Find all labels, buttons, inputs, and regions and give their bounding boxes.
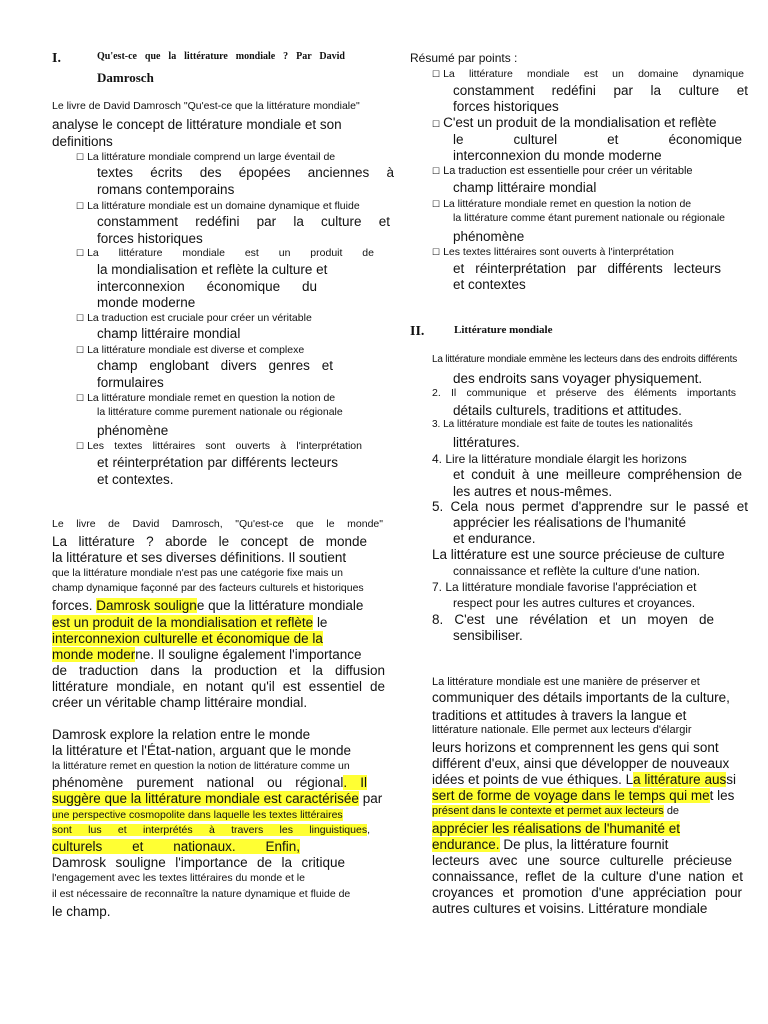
para-line: suggère que la littérature mondiale est caractérisée par — [52, 791, 383, 806]
highlight: endurance. — [432, 837, 500, 852]
para-line: littérature mondiale, en notant qu'il est essentiel de — [52, 679, 385, 694]
para-line: phénomène purement national ou régional. Il — [52, 775, 367, 790]
para-line: il est nécessaire de reconnaître la nature dynamique et fluide de — [52, 888, 351, 900]
bullet-cont: la mondialisation et reflète la culture et — [97, 262, 328, 277]
section-numeral-2: II. — [410, 324, 425, 339]
para-line: La littérature mondiale est une manière de préserver et — [432, 676, 700, 688]
list-line: et conduit à une meilleure compréhension de — [453, 467, 742, 482]
highlight: Damrosk soulign — [96, 598, 197, 613]
para-line: Damrosk explore la relation entre le monde — [52, 727, 311, 742]
list-line: sensibiliser. — [453, 628, 523, 643]
list-line: 3. La littérature mondiale est faite de toutes les nationalités — [432, 419, 693, 430]
bullet-cont: la littérature comme purement nationale ou régionale — [97, 406, 343, 418]
para-line: La littérature ? aborde le concept de monde — [52, 534, 367, 549]
intro-line: definitions — [52, 134, 113, 149]
bullet-item: ☐ La littérature mondiale comprend un large éventail de — [76, 151, 336, 163]
highlight: suggère que la littérature mondiale est caractérisée — [52, 791, 359, 806]
intro-line: Le livre de David Damrosch "Qu'est-ce que la littérature mondiale" — [52, 100, 360, 112]
checkbox-icon: ☐ — [76, 201, 85, 211]
section-heading-1-cont: Damrosch — [97, 70, 154, 85]
list-line: La littérature est une source précieuse de culture — [432, 547, 725, 562]
para-line: leurs horizons et comprennent les gens qui sont — [432, 740, 719, 755]
checkbox-icon: ☐ — [76, 152, 85, 162]
highlight: a littérature aus — [633, 772, 727, 787]
list-line: littératures. — [453, 435, 520, 450]
checkbox-icon: ☐ — [432, 69, 441, 79]
checkbox-icon: ☐ — [76, 248, 85, 258]
para-line: idées et points de vue éthiques. La littérature aussi — [432, 772, 736, 787]
point-cont: et réinterprétation par différents lecteurs — [453, 261, 721, 276]
highlight: monde moder — [52, 647, 136, 662]
bullet-item: ☐ La littérature mondiale est diverse et complexe — [76, 344, 305, 356]
point-cont: constamment redéfini par la culture et — [453, 83, 748, 98]
list-line: 4. Lire la littérature mondiale élargit les horizons — [432, 452, 687, 466]
bullet-item: ☐ La traduction est cruciale pour créer un véritable — [76, 312, 312, 324]
checkbox-icon: ☐ — [432, 247, 441, 257]
list-line: respect pour les autres cultures et croyances. — [453, 596, 696, 610]
checkbox-icon: ☐ — [76, 345, 85, 355]
para-line: littérature nationale. Elle permet aux lecteurs d'élargir — [432, 724, 692, 736]
para-line: créer un véritable champ littéraire mondial. — [52, 695, 308, 710]
list-line: 7. La littérature mondiale favorise l'appréciation et — [432, 580, 697, 594]
section-numeral-1: I. — [52, 51, 61, 66]
para-line: Damrosk souligne l'importance de la critique — [52, 855, 345, 870]
checkbox-icon: ☐ — [432, 119, 441, 129]
section-heading-2: Littérature mondiale — [454, 324, 553, 336]
point-item: ☐ La traduction est essentielle pour créer un véritable — [432, 165, 693, 177]
para-line: communiquer des détails importants de la culture, — [432, 690, 730, 705]
para-line: présent dans le contexte et permet aux lecteurs de — [432, 805, 680, 817]
intro-line: analyse le concept de littérature mondiale et son — [52, 117, 342, 132]
para-line: que la littérature mondiale n'est pas une catégorie fixe mais un — [52, 567, 343, 579]
checkbox-icon: ☐ — [432, 199, 441, 209]
bullet-cont: champ englobant divers genres et — [97, 358, 333, 373]
bullet-cont: forces historiques — [97, 231, 203, 246]
highlight: est un produit de la mondialisation et reflète — [52, 615, 314, 630]
bullet-item: ☐ La littérature mondiale est un produit de — [76, 247, 374, 259]
para-line: monde moderne. Il souligne également l'importance — [52, 647, 362, 662]
list-line: connaissance et reflète la culture d'une nation. — [453, 564, 701, 578]
para-line: la littérature et ses diverses définitions. Il soutient — [52, 550, 347, 565]
para-line — [52, 810, 343, 821]
para-line — [52, 840, 300, 854]
para-line: traditions et attitudes à travers la langue et — [432, 708, 687, 723]
para-line: la littérature remet en question la notion de littérature comme un — [52, 760, 350, 772]
highlight: une perspective cosmopolite dans laquelle les textes littéraires — [52, 809, 343, 821]
checkbox-icon: ☐ — [76, 441, 85, 451]
bullet-cont: phénomène — [97, 423, 169, 438]
bullet-cont: constamment redéfini par la culture et — [97, 214, 390, 229]
list-line: détails culturels, traditions et attitudes. — [453, 403, 682, 418]
para-line: différent d'eux, ainsi que développer de nouveaux — [432, 756, 730, 771]
highlight: apprécier les réalisations de l'humanité et — [432, 821, 680, 836]
bullet-cont: monde moderne — [97, 295, 196, 310]
highlight: sert de forme de voyage dans le temps qui me — [432, 788, 710, 803]
point-item: ☐ La littérature mondiale est un domaine dynamique — [432, 68, 744, 80]
para-line: croyances et promotion d'une appréciation pour — [432, 885, 742, 900]
highlight: . Il — [343, 775, 367, 790]
point-cont: le culturel et économique — [453, 132, 742, 147]
bullet-item: ☐ Les textes littéraires sont ouverts à l'interprétation — [76, 440, 362, 452]
highlight: culturels et nationaux. Enfin, — [52, 839, 300, 854]
point-cont: champ littéraire mondial — [453, 180, 597, 195]
bullet-cont: interconnexion économique du — [97, 279, 317, 294]
bullet-cont: formulaires — [97, 375, 164, 390]
checkbox-icon: ☐ — [76, 393, 85, 403]
list-line: apprécier les réalisations de l'humanité — [453, 515, 686, 530]
para-line: de traduction dans la production et la diffusion — [52, 663, 385, 678]
highlight: présent dans le contexte et permet aux lecteurs — [432, 805, 664, 817]
para-line: est un produit de la mondialisation et reflète le — [52, 615, 328, 630]
list-line: 5. Cela nous permet d'apprendre sur le passé et — [432, 499, 748, 514]
para-line — [52, 632, 323, 646]
checkbox-icon: ☐ — [76, 313, 85, 323]
para-line: sont lus et interprétés à travers les linguistiques, — [52, 824, 370, 836]
list-line: 8. C'est une révélation et un moyen de — [432, 612, 714, 627]
bullet-cont: textes écrits des épopées anciennes à — [97, 165, 394, 180]
para-line: connaissance, reflet de la culture d'une nation et — [432, 869, 743, 884]
point-cont: interconnexion du monde moderne — [453, 148, 662, 163]
para-line: endurance. De plus, la littérature fournit — [432, 837, 669, 852]
point-item: ☐ Les textes littéraires sont ouverts à l'interprétation — [432, 246, 674, 258]
highlight: interconnexion culturelle et économique de la — [52, 631, 323, 646]
checkbox-icon: ☐ — [432, 166, 441, 176]
list-line: et endurance. — [453, 531, 536, 546]
para-line: lecteurs avec une source culturelle précieuse — [432, 853, 732, 868]
bullet-item: ☐ La littérature mondiale remet en question la notion de — [76, 392, 336, 404]
para-line: Le livre de David Damrosch, "Qu'est-ce que le monde" — [52, 518, 383, 530]
section-heading-1: Qu'est-ce que la littérature mondiale ? Par David — [97, 51, 345, 62]
para-line: champ dynamique façonné par des facteurs culturels et historiques — [52, 582, 364, 594]
para-line: la littérature et l'État-nation, arguant que le monde — [52, 743, 352, 758]
para-line: le champ. — [52, 904, 111, 919]
para-line: l'engagement avec les textes littéraires du monde et le — [52, 872, 305, 884]
para-line: forces. Damrosk souligne que la littérature mondiale — [52, 598, 364, 613]
list-line: La littérature mondiale emmène les lecteurs dans des endroits différents — [432, 354, 738, 365]
point-cont: la littérature comme étant purement nationale ou régionale — [453, 212, 725, 224]
para-line: sert de forme de voyage dans le temps qui met les — [432, 788, 735, 803]
para-line: autres cultures et voisins. Littérature mondiale — [432, 901, 708, 916]
para-line — [432, 822, 680, 836]
bullet-item: ☐ La littérature mondiale est un domaine dynamique et fluide — [76, 200, 360, 212]
point-cont: forces historiques — [453, 99, 559, 114]
bullet-cont: champ littéraire mondial — [97, 326, 241, 341]
point-cont: phénomène — [453, 229, 525, 244]
point-item: ☐ C'est un produit de la mondialisation et reflète — [432, 115, 717, 130]
point-cont: et contextes — [453, 277, 526, 292]
list-line: 2. Il communique et préserve des éléments importants — [432, 387, 736, 399]
list-line: des endroits sans voyager physiquement. — [453, 371, 703, 386]
point-item: ☐ La littérature mondiale remet en question la notion de — [432, 198, 692, 210]
bullet-cont: et réinterprétation par différents lecteurs — [97, 455, 338, 470]
bullet-cont: et contextes. — [97, 472, 174, 487]
highlight: sont lus et interprétés à travers les linguistiques — [52, 824, 368, 836]
list-line: les autres et nous-mêmes. — [453, 484, 613, 499]
bullet-cont: romans contemporains — [97, 182, 235, 197]
summary-label: Résumé par points : — [410, 51, 518, 65]
